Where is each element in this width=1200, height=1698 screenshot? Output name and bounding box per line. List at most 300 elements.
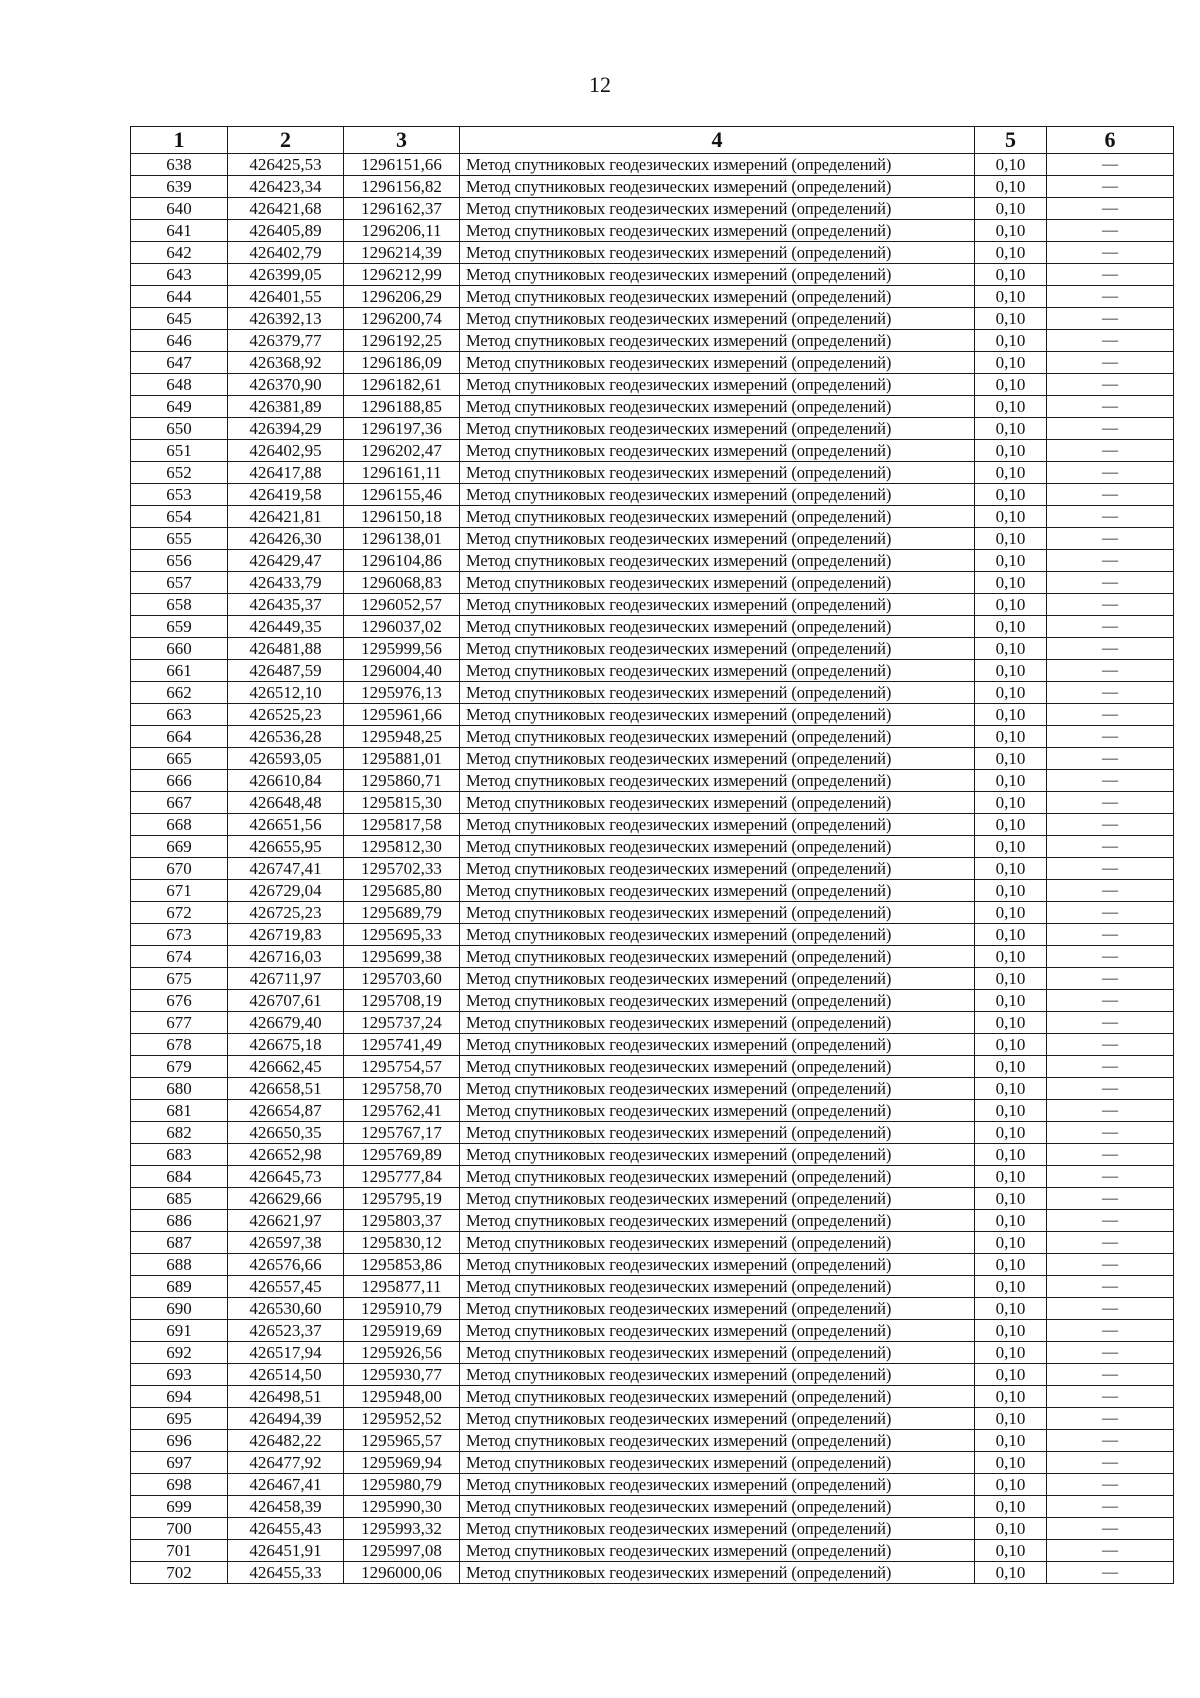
y-coordinate-cell: 1295877,11: [344, 1276, 460, 1298]
method-cell: Метод спутниковых геодезических измерений (определений): [460, 1430, 975, 1452]
x-coordinate-cell: 426650,35: [228, 1122, 344, 1144]
y-coordinate-cell: 1295997,08: [344, 1540, 460, 1562]
description-cell: —: [1047, 726, 1174, 748]
accuracy-cell: 0,10: [975, 902, 1047, 924]
y-coordinate-cell: 1296192,25: [344, 330, 460, 352]
table-row: [131, 418, 1174, 440]
y-coordinate-cell: 1295685,80: [344, 880, 460, 902]
y-coordinate-cell: 1295930,77: [344, 1364, 460, 1386]
description-cell: —: [1047, 308, 1174, 330]
x-coordinate-cell: 426481,88: [228, 638, 344, 660]
description-cell: —: [1047, 1518, 1174, 1540]
x-coordinate-cell: 426368,92: [228, 352, 344, 374]
method-cell: Метод спутниковых геодезических измерений (определений): [460, 1540, 975, 1562]
x-coordinate-cell: 426651,56: [228, 814, 344, 836]
accuracy-cell: 0,10: [975, 220, 1047, 242]
accuracy-cell: 0,10: [975, 572, 1047, 594]
point-number-cell: 671: [131, 880, 228, 902]
table-row: [131, 770, 1174, 792]
y-coordinate-cell: 1296206,11: [344, 220, 460, 242]
method-cell: Метод спутниковых геодезических измерений (определений): [460, 1452, 975, 1474]
x-coordinate-cell: 426645,73: [228, 1166, 344, 1188]
table-row: [131, 814, 1174, 836]
page-number: 12: [589, 72, 611, 97]
point-number-cell: 661: [131, 660, 228, 682]
table-row: [131, 726, 1174, 748]
method-cell: Метод спутниковых геодезических измерений (определений): [460, 770, 975, 792]
x-coordinate-cell: 426455,33: [228, 1562, 344, 1584]
y-coordinate-cell: 1295795,19: [344, 1188, 460, 1210]
accuracy-cell: 0,10: [975, 594, 1047, 616]
method-cell: Метод спутниковых геодезических измерений (определений): [460, 1364, 975, 1386]
y-coordinate-cell: 1295948,25: [344, 726, 460, 748]
description-cell: —: [1047, 902, 1174, 924]
description-cell: —: [1047, 748, 1174, 770]
y-coordinate-cell: 1295754,57: [344, 1056, 460, 1078]
description-cell: —: [1047, 1452, 1174, 1474]
accuracy-cell: 0,10: [975, 550, 1047, 572]
table-row: [131, 484, 1174, 506]
point-number-cell: 655: [131, 528, 228, 550]
y-coordinate-cell: 1295695,33: [344, 924, 460, 946]
description-cell: —: [1047, 1496, 1174, 1518]
point-number-cell: 666: [131, 770, 228, 792]
accuracy-cell: 0,10: [975, 968, 1047, 990]
point-number-cell: 644: [131, 286, 228, 308]
table-row: [131, 374, 1174, 396]
x-coordinate-cell: 426652,98: [228, 1144, 344, 1166]
table-row: [131, 880, 1174, 902]
description-cell: —: [1047, 506, 1174, 528]
method-cell: Метод спутниковых геодезических измерений (определений): [460, 968, 975, 990]
y-coordinate-cell: 1295881,01: [344, 748, 460, 770]
accuracy-cell: 0,10: [975, 1210, 1047, 1232]
description-cell: —: [1047, 330, 1174, 352]
column-header-accuracy: 5: [975, 127, 1047, 154]
y-coordinate-cell: 1296155,46: [344, 484, 460, 506]
method-cell: Метод спутниковых геодезических измерений (определений): [460, 176, 975, 198]
y-coordinate-cell: 1295965,57: [344, 1430, 460, 1452]
method-cell: Метод спутниковых геодезических измерений (определений): [460, 1386, 975, 1408]
description-cell: —: [1047, 1166, 1174, 1188]
method-cell: Метод спутниковых геодезических измерений (определений): [460, 418, 975, 440]
description-cell: —: [1047, 1320, 1174, 1342]
table-row: [131, 1540, 1174, 1562]
accuracy-cell: 0,10: [975, 528, 1047, 550]
method-cell: Метод спутниковых геодезических измерений (определений): [460, 1210, 975, 1232]
y-coordinate-cell: 1295767,17: [344, 1122, 460, 1144]
y-coordinate-cell: 1296000,06: [344, 1562, 460, 1584]
table-row: [131, 572, 1174, 594]
point-number-cell: 677: [131, 1012, 228, 1034]
method-cell: Метод спутниковых геодезических измерений (определений): [460, 462, 975, 484]
description-cell: —: [1047, 1232, 1174, 1254]
point-number-cell: 672: [131, 902, 228, 924]
x-coordinate-cell: 426494,39: [228, 1408, 344, 1430]
table-row: [131, 462, 1174, 484]
x-coordinate-cell: 426707,61: [228, 990, 344, 1012]
method-cell: Метод спутниковых геодезических измерений (определений): [460, 1474, 975, 1496]
y-coordinate-cell: 1295737,24: [344, 1012, 460, 1034]
y-coordinate-cell: 1295817,58: [344, 814, 460, 836]
table-row: [131, 176, 1174, 198]
point-number-cell: 688: [131, 1254, 228, 1276]
point-number-cell: 679: [131, 1056, 228, 1078]
x-coordinate-cell: 426482,22: [228, 1430, 344, 1452]
accuracy-cell: 0,10: [975, 1540, 1047, 1562]
y-coordinate-cell: 1295741,49: [344, 1034, 460, 1056]
point-number-cell: 689: [131, 1276, 228, 1298]
description-cell: —: [1047, 924, 1174, 946]
x-coordinate-cell: 426517,94: [228, 1342, 344, 1364]
accuracy-cell: 0,10: [975, 286, 1047, 308]
point-number-cell: 659: [131, 616, 228, 638]
y-coordinate-cell: 1295980,79: [344, 1474, 460, 1496]
table-row: [131, 1364, 1174, 1386]
x-coordinate-cell: 426725,23: [228, 902, 344, 924]
method-cell: Метод спутниковых геодезических измерений (определений): [460, 154, 975, 176]
accuracy-cell: 0,10: [975, 748, 1047, 770]
table-row: [131, 528, 1174, 550]
description-cell: —: [1047, 1254, 1174, 1276]
x-coordinate-cell: 426610,84: [228, 770, 344, 792]
description-cell: —: [1047, 396, 1174, 418]
table-row: [131, 1408, 1174, 1430]
point-number-cell: 667: [131, 792, 228, 814]
accuracy-cell: 0,10: [975, 682, 1047, 704]
table-row: [131, 1012, 1174, 1034]
description-cell: —: [1047, 1034, 1174, 1056]
method-cell: Метод спутниковых геодезических измерений (определений): [460, 1100, 975, 1122]
accuracy-cell: 0,10: [975, 1232, 1047, 1254]
y-coordinate-cell: 1295910,79: [344, 1298, 460, 1320]
accuracy-cell: 0,10: [975, 506, 1047, 528]
method-cell: Метод спутниковых геодезических измерений (определений): [460, 1254, 975, 1276]
y-coordinate-cell: 1296104,86: [344, 550, 460, 572]
method-cell: Метод спутниковых геодезических измерений (определений): [460, 1562, 975, 1584]
accuracy-cell: 0,10: [975, 1408, 1047, 1430]
x-coordinate-cell: 426451,91: [228, 1540, 344, 1562]
method-cell: Метод спутниковых геодезических измерений (определений): [460, 1122, 975, 1144]
x-coordinate-cell: 426597,38: [228, 1232, 344, 1254]
description-cell: —: [1047, 792, 1174, 814]
point-number-cell: 639: [131, 176, 228, 198]
y-coordinate-cell: 1296188,85: [344, 396, 460, 418]
description-cell: —: [1047, 462, 1174, 484]
point-number-cell: 691: [131, 1320, 228, 1342]
method-cell: Метод спутниковых геодезических измерений (определений): [460, 704, 975, 726]
point-number-cell: 651: [131, 440, 228, 462]
method-cell: Метод спутниковых геодезических измерений (определений): [460, 1518, 975, 1540]
table-row: [131, 1122, 1174, 1144]
point-number-cell: 665: [131, 748, 228, 770]
x-coordinate-cell: 426658,51: [228, 1078, 344, 1100]
x-coordinate-cell: 426719,83: [228, 924, 344, 946]
y-coordinate-cell: 1295961,66: [344, 704, 460, 726]
point-number-cell: 673: [131, 924, 228, 946]
point-number-cell: 692: [131, 1342, 228, 1364]
accuracy-cell: 0,10: [975, 1364, 1047, 1386]
y-coordinate-cell: 1295812,30: [344, 836, 460, 858]
method-cell: Метод спутниковых геодезических измерений (определений): [460, 638, 975, 660]
method-cell: Метод спутниковых геодезических измерений (определений): [460, 1166, 975, 1188]
method-cell: Метод спутниковых геодезических измерений (определений): [460, 660, 975, 682]
y-coordinate-cell: 1295926,56: [344, 1342, 460, 1364]
accuracy-cell: 0,10: [975, 1100, 1047, 1122]
point-number-cell: 645: [131, 308, 228, 330]
description-cell: —: [1047, 286, 1174, 308]
x-coordinate-cell: 426487,59: [228, 660, 344, 682]
point-number-cell: 698: [131, 1474, 228, 1496]
method-cell: Метод спутниковых геодезических измерений (определений): [460, 528, 975, 550]
x-coordinate-cell: 426747,41: [228, 858, 344, 880]
accuracy-cell: 0,10: [975, 1144, 1047, 1166]
y-coordinate-cell: 1296212,99: [344, 264, 460, 286]
point-number-cell: 697: [131, 1452, 228, 1474]
table-row: [131, 1298, 1174, 1320]
accuracy-cell: 0,10: [975, 308, 1047, 330]
point-number-cell: 684: [131, 1166, 228, 1188]
description-cell: —: [1047, 1012, 1174, 1034]
x-coordinate-cell: 426467,41: [228, 1474, 344, 1496]
accuracy-cell: 0,10: [975, 374, 1047, 396]
table-row: [131, 638, 1174, 660]
accuracy-cell: 0,10: [975, 1166, 1047, 1188]
description-cell: —: [1047, 1210, 1174, 1232]
method-cell: Метод спутниковых геодезических измерений (определений): [460, 880, 975, 902]
y-coordinate-cell: 1296186,09: [344, 352, 460, 374]
description-cell: —: [1047, 154, 1174, 176]
description-cell: —: [1047, 1100, 1174, 1122]
x-coordinate-cell: 426426,30: [228, 528, 344, 550]
y-coordinate-cell: 1295699,38: [344, 946, 460, 968]
table-row: [131, 902, 1174, 924]
y-coordinate-cell: 1296202,47: [344, 440, 460, 462]
point-number-cell: 648: [131, 374, 228, 396]
x-coordinate-cell: 426429,47: [228, 550, 344, 572]
point-number-cell: 646: [131, 330, 228, 352]
point-number-cell: 668: [131, 814, 228, 836]
table-row: [131, 220, 1174, 242]
table-row: [131, 1210, 1174, 1232]
point-number-cell: 694: [131, 1386, 228, 1408]
point-number-cell: 676: [131, 990, 228, 1012]
method-cell: Метод спутниковых геодезических измерений (определений): [460, 990, 975, 1012]
description-cell: —: [1047, 242, 1174, 264]
description-cell: —: [1047, 968, 1174, 990]
table-row: [131, 704, 1174, 726]
point-number-cell: 647: [131, 352, 228, 374]
accuracy-cell: 0,10: [975, 484, 1047, 506]
table-row: [131, 858, 1174, 880]
x-coordinate-cell: 426654,87: [228, 1100, 344, 1122]
x-coordinate-cell: 426498,51: [228, 1386, 344, 1408]
x-coordinate-cell: 426423,34: [228, 176, 344, 198]
table-row: [131, 990, 1174, 1012]
column-header-method: 4: [460, 127, 975, 154]
description-cell: —: [1047, 1276, 1174, 1298]
description-cell: —: [1047, 858, 1174, 880]
table-row: [131, 1430, 1174, 1452]
point-number-cell: 675: [131, 968, 228, 990]
description-cell: —: [1047, 594, 1174, 616]
point-number-cell: 660: [131, 638, 228, 660]
y-coordinate-cell: 1296150,18: [344, 506, 460, 528]
accuracy-cell: 0,10: [975, 242, 1047, 264]
accuracy-cell: 0,10: [975, 990, 1047, 1012]
method-cell: Метод спутниковых геодезических измерений (определений): [460, 902, 975, 924]
point-number-cell: 658: [131, 594, 228, 616]
table-row: [131, 330, 1174, 352]
y-coordinate-cell: 1296214,39: [344, 242, 460, 264]
y-coordinate-cell: 1295952,52: [344, 1408, 460, 1430]
table-row: [131, 748, 1174, 770]
accuracy-cell: 0,10: [975, 440, 1047, 462]
table-row: [131, 1188, 1174, 1210]
description-cell: —: [1047, 198, 1174, 220]
table-row: [131, 440, 1174, 462]
method-cell: Метод спутниковых геодезических измерений (определений): [460, 242, 975, 264]
point-number-cell: 686: [131, 1210, 228, 1232]
x-coordinate-cell: 426370,90: [228, 374, 344, 396]
y-coordinate-cell: 1296161,11: [344, 462, 460, 484]
y-coordinate-cell: 1295990,30: [344, 1496, 460, 1518]
accuracy-cell: 0,10: [975, 704, 1047, 726]
x-coordinate-cell: 426525,23: [228, 704, 344, 726]
x-coordinate-cell: 426477,92: [228, 1452, 344, 1474]
column-header-x-coordinate: 2: [228, 127, 344, 154]
accuracy-cell: 0,10: [975, 1254, 1047, 1276]
description-cell: —: [1047, 572, 1174, 594]
y-coordinate-cell: 1296182,61: [344, 374, 460, 396]
y-coordinate-cell: 1295769,89: [344, 1144, 460, 1166]
accuracy-cell: 0,10: [975, 1452, 1047, 1474]
accuracy-cell: 0,10: [975, 352, 1047, 374]
accuracy-cell: 0,10: [975, 924, 1047, 946]
point-number-cell: 693: [131, 1364, 228, 1386]
point-number-cell: 699: [131, 1496, 228, 1518]
point-number-cell: 683: [131, 1144, 228, 1166]
point-number-cell: 685: [131, 1188, 228, 1210]
description-cell: —: [1047, 264, 1174, 286]
x-coordinate-cell: 426593,05: [228, 748, 344, 770]
y-coordinate-cell: 1295948,00: [344, 1386, 460, 1408]
x-coordinate-cell: 426512,10: [228, 682, 344, 704]
point-number-cell: 640: [131, 198, 228, 220]
accuracy-cell: 0,10: [975, 1298, 1047, 1320]
description-cell: —: [1047, 946, 1174, 968]
y-coordinate-cell: 1295830,12: [344, 1232, 460, 1254]
table-header-row: [131, 127, 1174, 154]
description-cell: —: [1047, 1562, 1174, 1584]
description-cell: —: [1047, 682, 1174, 704]
y-coordinate-cell: 1296004,40: [344, 660, 460, 682]
table-row: [131, 1518, 1174, 1540]
description-cell: —: [1047, 374, 1174, 396]
table-row: [131, 396, 1174, 418]
method-cell: Метод спутниковых геодезических измерений (определений): [460, 616, 975, 638]
y-coordinate-cell: 1296197,36: [344, 418, 460, 440]
x-coordinate-cell: 426675,18: [228, 1034, 344, 1056]
method-cell: Метод спутниковых геодезических измерений (определений): [460, 946, 975, 968]
point-number-cell: 638: [131, 154, 228, 176]
description-cell: —: [1047, 418, 1174, 440]
y-coordinate-cell: 1295853,86: [344, 1254, 460, 1276]
table-row: [131, 946, 1174, 968]
x-coordinate-cell: 426729,04: [228, 880, 344, 902]
accuracy-cell: 0,10: [975, 1342, 1047, 1364]
table-row: [131, 968, 1174, 990]
table-row: [131, 550, 1174, 572]
y-coordinate-cell: 1296151,66: [344, 154, 460, 176]
accuracy-cell: 0,10: [975, 154, 1047, 176]
description-cell: —: [1047, 440, 1174, 462]
method-cell: Метод спутниковых геодезических измерений (определений): [460, 1144, 975, 1166]
accuracy-cell: 0,10: [975, 792, 1047, 814]
method-cell: Метод спутниковых геодезических измерений (определений): [460, 220, 975, 242]
accuracy-cell: 0,10: [975, 1518, 1047, 1540]
table-row: [131, 242, 1174, 264]
method-cell: Метод спутниковых геодезических измерений (определений): [460, 1298, 975, 1320]
y-coordinate-cell: 1295993,32: [344, 1518, 460, 1540]
accuracy-cell: 0,10: [975, 1276, 1047, 1298]
table-row: [131, 1034, 1174, 1056]
description-cell: —: [1047, 1342, 1174, 1364]
method-cell: Метод спутниковых геодезических измерений (определений): [460, 1342, 975, 1364]
x-coordinate-cell: 426576,66: [228, 1254, 344, 1276]
method-cell: Метод спутниковых геодезических измерений (определений): [460, 396, 975, 418]
accuracy-cell: 0,10: [975, 330, 1047, 352]
table-row: [131, 1386, 1174, 1408]
description-cell: —: [1047, 484, 1174, 506]
description-cell: —: [1047, 1144, 1174, 1166]
x-coordinate-cell: 426523,37: [228, 1320, 344, 1342]
table-row: [131, 1078, 1174, 1100]
accuracy-cell: 0,10: [975, 726, 1047, 748]
description-cell: —: [1047, 704, 1174, 726]
x-coordinate-cell: 426394,29: [228, 418, 344, 440]
x-coordinate-cell: 426399,05: [228, 264, 344, 286]
point-number-cell: 669: [131, 836, 228, 858]
description-cell: —: [1047, 638, 1174, 660]
x-coordinate-cell: 426458,39: [228, 1496, 344, 1518]
method-cell: Метод спутниковых геодезических измерений (определений): [460, 1188, 975, 1210]
point-number-cell: 664: [131, 726, 228, 748]
description-cell: —: [1047, 1408, 1174, 1430]
x-coordinate-cell: 426536,28: [228, 726, 344, 748]
y-coordinate-cell: 1295689,79: [344, 902, 460, 924]
x-coordinate-cell: 426557,45: [228, 1276, 344, 1298]
description-cell: —: [1047, 1122, 1174, 1144]
accuracy-cell: 0,10: [975, 1122, 1047, 1144]
method-cell: Метод спутниковых геодезических измерений (определений): [460, 682, 975, 704]
table-row: [131, 1276, 1174, 1298]
point-number-cell: 649: [131, 396, 228, 418]
method-cell: Метод спутниковых геодезических измерений (определений): [460, 264, 975, 286]
x-coordinate-cell: 426381,89: [228, 396, 344, 418]
x-coordinate-cell: 426417,88: [228, 462, 344, 484]
description-cell: —: [1047, 1056, 1174, 1078]
accuracy-cell: 0,10: [975, 638, 1047, 660]
table-row: [131, 1342, 1174, 1364]
table-row: [131, 1166, 1174, 1188]
y-coordinate-cell: 1295919,69: [344, 1320, 460, 1342]
x-coordinate-cell: 426530,60: [228, 1298, 344, 1320]
point-number-cell: 681: [131, 1100, 228, 1122]
accuracy-cell: 0,10: [975, 1012, 1047, 1034]
table-row: [131, 1144, 1174, 1166]
point-number-cell: 680: [131, 1078, 228, 1100]
